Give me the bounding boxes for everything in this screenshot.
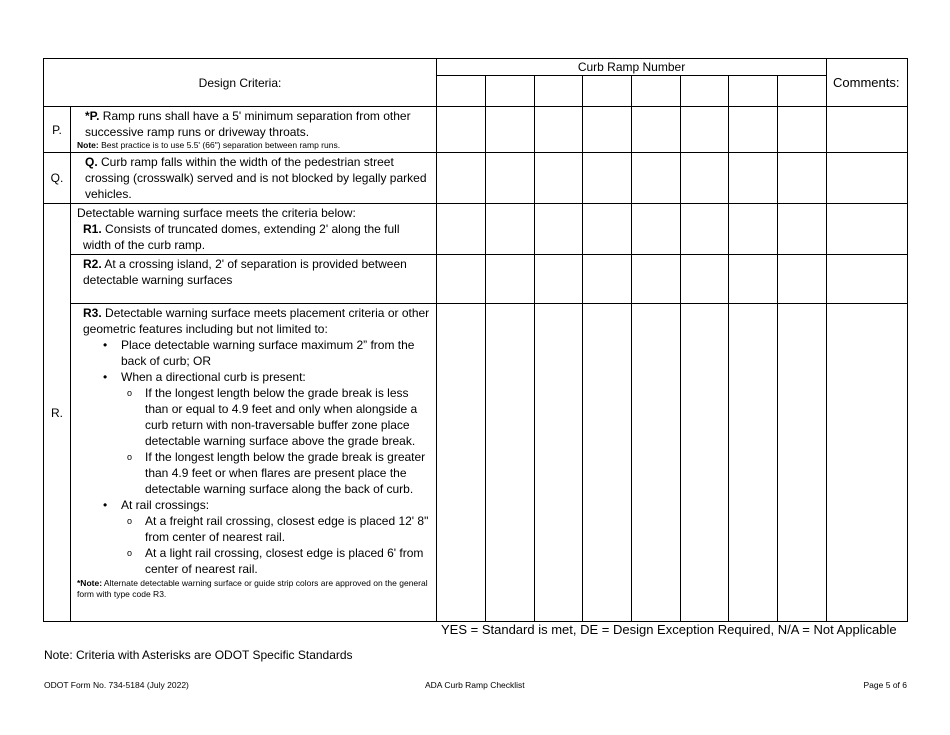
check-cell[interactable] <box>486 204 535 255</box>
comment-cell[interactable] <box>827 304 908 622</box>
criteria-q <box>71 153 437 204</box>
check-cell[interactable] <box>535 153 583 204</box>
design-criteria-header: Design Criteria: <box>44 59 437 107</box>
bullet-rail-crossings: • At rail crossings: <box>77 497 430 513</box>
bullet-directional-curb: • When a directional curb is present: <box>77 369 430 385</box>
check-cell[interactable] <box>681 304 729 622</box>
check-cell[interactable] <box>778 153 827 204</box>
criteria-r1-text: Consists of truncated domes, extending 2' along the full width of the curb ramp. <box>83 222 400 252</box>
check-cell[interactable] <box>681 153 729 204</box>
criteria-q-code: Q. <box>85 155 98 169</box>
row-r1 <box>44 204 908 255</box>
check-cell[interactable] <box>778 255 827 304</box>
comments-header: Comments: <box>827 59 908 107</box>
check-cell[interactable] <box>729 204 778 255</box>
ramp-number-cell[interactable] <box>437 76 486 107</box>
check-cell[interactable] <box>583 255 632 304</box>
check-cell[interactable] <box>681 204 729 255</box>
asterisk-note: Note: Criteria with Asterisks are ODOT Specific Standards <box>44 648 353 662</box>
check-cell[interactable] <box>729 153 778 204</box>
sub-bullet-grade-break-less: o If the longest length below the grade break is less than or equal to 4.9 feet and only when alongside a curb return with non-traversable buffer zone place detectable warning surface above the grade break. <box>77 385 430 449</box>
check-cell[interactable] <box>681 107 729 153</box>
criteria-r2-text: At a crossing island, 2' of separation is provided between detectable warning surfaces <box>83 257 407 287</box>
check-cell[interactable] <box>535 107 583 153</box>
check-cell[interactable] <box>486 255 535 304</box>
row-r3 <box>44 304 908 622</box>
ramp-number-cell[interactable] <box>778 76 827 107</box>
check-cell[interactable] <box>729 255 778 304</box>
check-cell[interactable] <box>729 107 778 153</box>
ramp-number-cell[interactable] <box>486 76 535 107</box>
check-cell[interactable] <box>535 304 583 622</box>
check-cell[interactable] <box>437 304 486 622</box>
criteria-q-text: Curb ramp falls within the width of the pedestrian street crossing (crosswalk) served and is not blocked by legally parked vehicles. <box>85 155 427 201</box>
criteria-r1 <box>71 204 437 255</box>
criteria-p <box>71 107 437 153</box>
ramp-number-cell[interactable] <box>535 76 583 107</box>
bullet-back-of-curb: • Place detectable warning surface maximum 2” from the back of curb; OR <box>77 337 430 369</box>
check-cell[interactable] <box>437 153 486 204</box>
sub-bullet-light-rail: o At a light rail crossing, closest edge is placed 6' from center of nearest rail. <box>77 545 430 577</box>
check-cell[interactable] <box>535 255 583 304</box>
row-p <box>44 107 908 153</box>
ramp-number-cell[interactable] <box>729 76 778 107</box>
comment-cell[interactable] <box>827 255 908 304</box>
check-cell[interactable] <box>583 304 632 622</box>
check-cell[interactable] <box>486 153 535 204</box>
check-cell[interactable] <box>486 304 535 622</box>
criteria-r2 <box>71 255 437 304</box>
sub-bullet-freight-rail: o At a freight rail crossing, closest edge is placed 12' 8" from center of nearest rail. <box>77 513 430 545</box>
check-cell[interactable] <box>778 304 827 622</box>
check-cell[interactable] <box>632 204 681 255</box>
row-r2 <box>44 255 908 304</box>
criteria-r-intro: Detectable warning surface meets the criteria below: <box>77 206 356 220</box>
check-cell[interactable] <box>778 204 827 255</box>
criteria-r2-code: R2. <box>83 257 102 271</box>
row-q <box>44 153 908 204</box>
criteria-p-code: *P. <box>85 109 100 123</box>
check-cell[interactable] <box>535 204 583 255</box>
check-cell[interactable] <box>632 255 681 304</box>
ramp-number-cell[interactable] <box>632 76 681 107</box>
check-cell[interactable] <box>583 107 632 153</box>
criteria-r3-code: R3. <box>83 306 102 320</box>
criteria-r3 <box>71 304 437 622</box>
criteria-r1-code: R1. <box>83 222 102 236</box>
status-legend: YES = Standard is met, DE = Design Exception Required, N/A = Not Applicable <box>441 622 897 637</box>
check-cell[interactable] <box>437 107 486 153</box>
criteria-r3-note-label: *Note: <box>77 578 103 588</box>
check-cell[interactable] <box>632 107 681 153</box>
row-label-p: P. <box>44 107 71 153</box>
check-cell[interactable] <box>583 204 632 255</box>
sub-bullet-grade-break-greater: o If the longest length below the grade break is greater than 4.9 feet or when flares are present place the detectable warning surface along the back of curb. <box>77 449 430 497</box>
check-cell[interactable] <box>632 304 681 622</box>
row-label-r: R. <box>44 204 71 622</box>
check-cell[interactable] <box>437 204 486 255</box>
comment-cell[interactable] <box>827 153 908 204</box>
comment-cell[interactable] <box>827 107 908 153</box>
check-cell[interactable] <box>778 107 827 153</box>
check-cell[interactable] <box>729 304 778 622</box>
row-label-q: Q. <box>44 153 71 204</box>
ramp-number-cell[interactable] <box>681 76 729 107</box>
ramp-number-cell[interactable] <box>583 76 632 107</box>
criteria-r3-text: Detectable warning surface meets placement criteria or other geometric features including but not limited to: <box>83 306 430 336</box>
footer-form-number: ODOT Form No. 734-5184 (July 2022) <box>44 680 189 690</box>
comment-cell[interactable] <box>827 204 908 255</box>
check-cell[interactable] <box>486 107 535 153</box>
footer-title: ADA Curb Ramp Checklist <box>425 680 525 690</box>
checklist-table <box>43 58 908 622</box>
criteria-p-text: Ramp runs shall have a 5' minimum separation from other successive ramp runs or driveway throats. <box>85 109 411 139</box>
criteria-r3-note: Alternate detectable warning surface or guide strip colors are approved on the general form with type code R3. <box>77 578 428 599</box>
curb-ramp-number-header: Curb Ramp Number <box>437 59 827 76</box>
criteria-p-note: Best practice is to use 5.5' (66") separation between ramp runs. <box>98 140 341 150</box>
footer-page-number: Page 5 of 6 <box>863 680 907 690</box>
check-cell[interactable] <box>437 255 486 304</box>
check-cell[interactable] <box>632 153 681 204</box>
criteria-p-note-label: Note: <box>77 140 99 150</box>
check-cell[interactable] <box>681 255 729 304</box>
check-cell[interactable] <box>583 153 632 204</box>
